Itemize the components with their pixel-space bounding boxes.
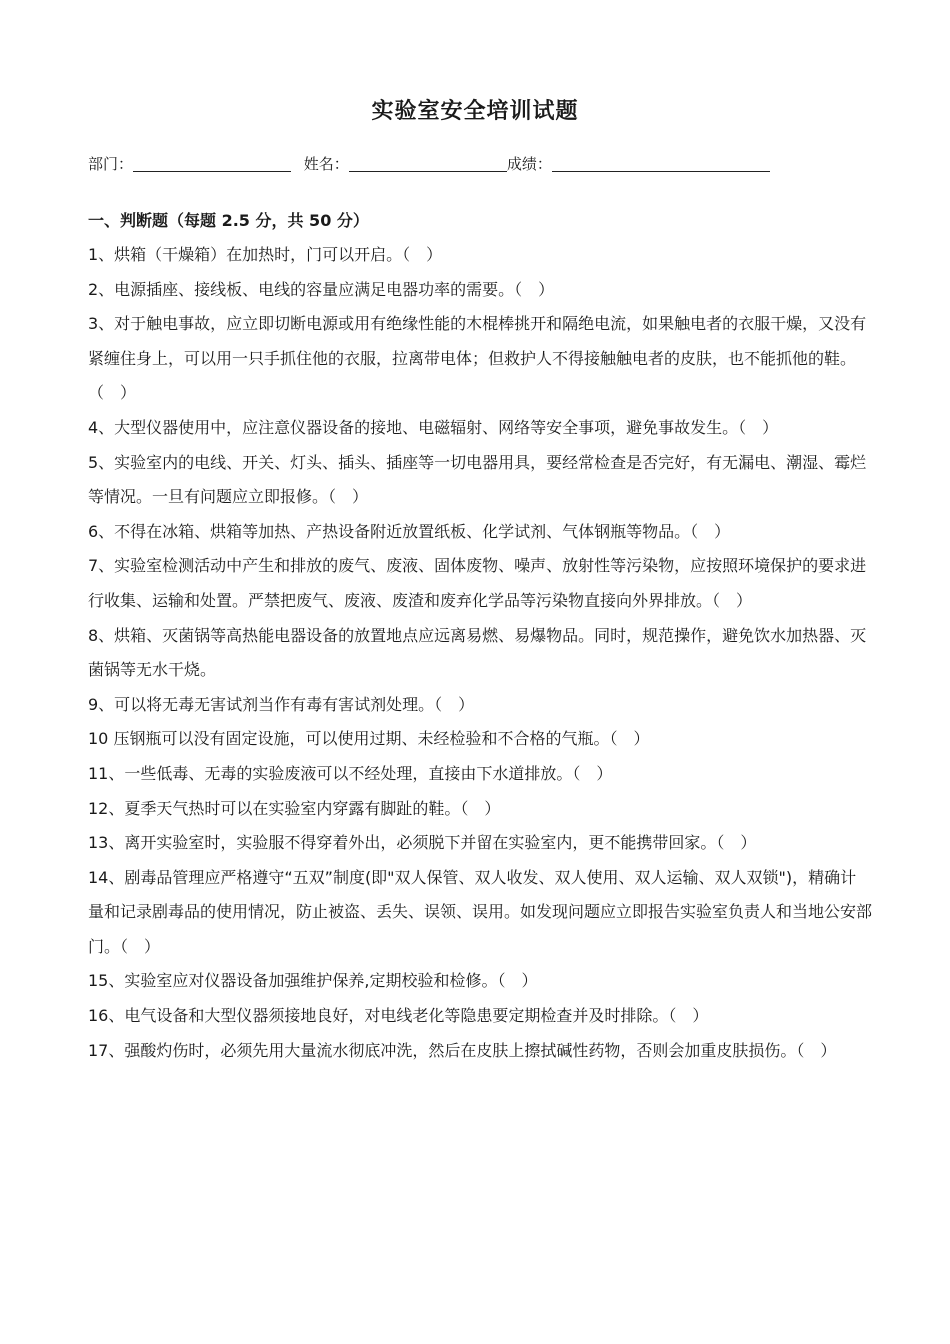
question-item: 10 压钢瓶可以没有固定设施，可以使用过期、未经检验和不合格的气瓶。（ ） [88,729,650,749]
question-item: 9、可以将无毒无害试剂当作有毒有害试剂处理。（ ） [88,694,475,714]
question-item: 15、实验室应对仪器设备加强维护保养,定期校验和检修。（ ） [88,971,538,991]
department-blank [133,155,291,172]
question-item: 14、剧毒品管理应严格遵守“五双”制度(即"双人保管、双人收发、双人使用、双人运输、双人双锁")，精确计量和记录剧毒品的使用情况，防止被盗、丢失、误领、误用。如发现问题应立即报告实验室负责人和当地公安部门。（ ） [88,867,873,956]
question-list [88,238,872,1068]
question-item: 6、不得在冰箱、烘箱等加热、产热设备附近放置纸板、化学试剂、气体钢瓶等物品。（ ） [88,521,731,541]
department-label: 部门： [88,155,134,173]
page-title: 实验室安全培训试题 [371,99,579,124]
question-item: 1、烘箱（干燥箱）在加热时，门可以开启。（ ） [88,245,443,264]
question-item: 7、实验室检测活动中产生和排放的废气、废液、固体废物、噪声、放射性等污染物，应按照环境保护的要求进行收集、运输和处置。严禁把废气、废液、废渣和废弃化学品等污染物直接向外界排放。（ ） [88,556,867,610]
info-row [88,153,770,174]
question-item: 16、电气设备和大型仪器须接地良好，对电线老化等隐患要定期检查并及时排除。（ ） [88,1006,709,1026]
question-item: 8、烘箱、灭菌锅等高热能电器设备的放置地点应远离易燃、易爆物品。同时，规范操作，避免饮水加热器、灭菌锅等无水干烧。 [88,625,867,680]
question-item: 17、强酸灼伤时，必须先用大量流水彻底冲洗，然后在皮肤上擦拭碱性药物，否则会加重皮肤损伤。（ ） [88,1040,837,1060]
section-heading: 一、判断题（每题 2.5 分，共 50 分） [88,211,369,230]
question-item: 5、实验室内的电线、开关、灯头、插头、插座等一切电器用具，要经常检查是否完好，有无漏电、潮湿、霉烂等情况。一旦有问题应立即报修。（ ） [88,452,867,507]
question-item: 13、离开实验室时，实验服不得穿着外出，必须脱下并留在实验室内，更不能携带回家。（ ） [88,833,757,853]
name-blank [349,155,507,172]
question-item: 4、大型仪器使用中，应注意仪器设备的接地、电磁辐射、网络等安全事项，避免事故发生。（ ） [88,417,779,437]
score-label: 成绩： [506,155,552,173]
question-item: 2、电源插座、接线板、电线的容量应满足电器功率的需要。（ ） [88,279,555,299]
score-blank [552,155,770,172]
question-item: 3、对于触电事故，应立即切断电源或用有绝缘性能的木棍棒挑开和隔绝电流，如果触电者的衣服干燥，又没有紧缠住身上，可以用一只手抓住他的衣服，拉离带电体；但救护人不得接触触电者的皮肤，也不能抓他的鞋。（ ） [88,314,867,403]
question-item: 12、夏季天气热时可以在实验室内穿露有脚趾的鞋。（ ） [88,798,501,818]
name-label: 姓名： [303,155,349,173]
question-item: 11、一些低毒、无毒的实验废液可以不经处理，直接由下水道排放。（ ） [88,763,613,783]
